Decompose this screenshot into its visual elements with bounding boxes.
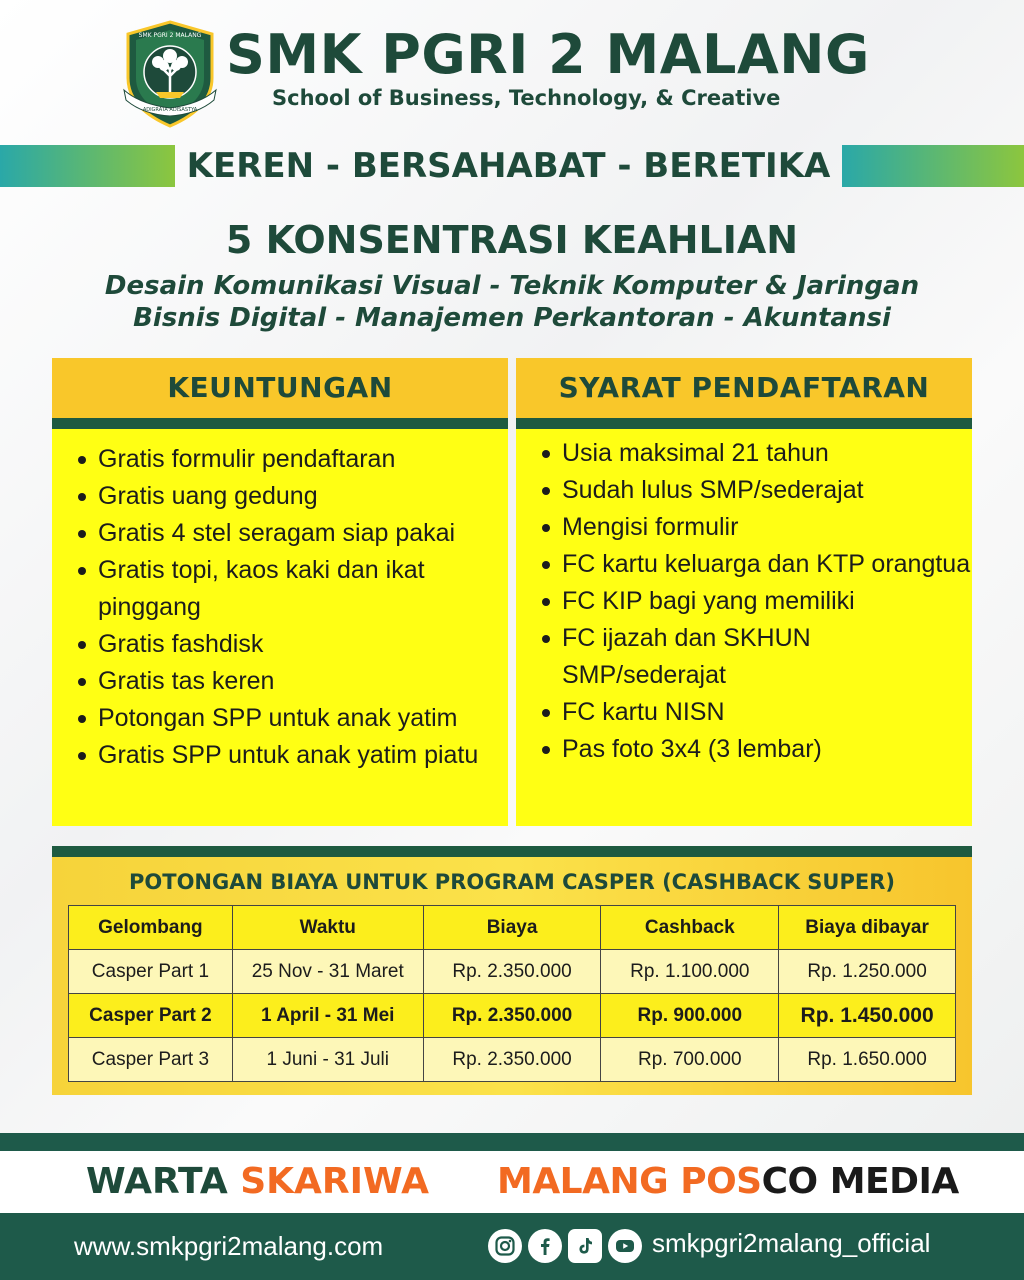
tiktok-icon[interactable]: [568, 1229, 602, 1263]
table-cell: 25 Nov - 31 Maret: [232, 950, 423, 994]
list-item: Gratis uang gedung: [74, 478, 508, 515]
table-cell: Rp. 1.250.000: [779, 950, 956, 994]
footer-top-band: [0, 1133, 1024, 1151]
motto: KEREN - BERSAHABAT - BERETIKA: [186, 146, 831, 186]
table-cell: Rp. 700.000: [601, 1038, 779, 1082]
facebook-icon[interactable]: [528, 1229, 562, 1263]
table-cell: 1 April - 31 Mei: [232, 994, 423, 1038]
keuntungan-stripe: [52, 418, 508, 429]
list-item: FC KIP bagi yang memiliki: [538, 583, 972, 620]
school-logo: [120, 20, 220, 128]
table-cell: Casper Part 1: [69, 950, 233, 994]
konsentrasi-title: 5 KONSENTRASI KEAHLIAN: [225, 218, 799, 262]
list-item: Mengisi formulir: [538, 509, 972, 546]
casper-title: POTONGAN BIAYA UNTUK PROGRAM CASPER (CASHBACK SUPER): [129, 870, 895, 894]
table-cell: Rp. 1.450.000: [779, 994, 956, 1038]
media-text: MALANG POS: [497, 1161, 762, 1202]
casper-stripe: [52, 846, 972, 857]
syarat-panel: [516, 358, 972, 826]
list-item: Pas foto 3x4 (3 lembar): [538, 731, 972, 768]
table-header: Biaya dibayar: [779, 906, 956, 950]
table-cell: Rp. 2.350.000: [423, 994, 601, 1038]
syarat-title: SYARAT PENDAFTARAN: [516, 358, 972, 418]
list-item: FC ijazah dan SKHUN SMP/sederajat: [538, 620, 972, 694]
website-link[interactable]: www.smkpgri2malang.com: [74, 1231, 384, 1261]
keuntungan-list: [52, 429, 508, 774]
syarat-stripe: [516, 418, 972, 429]
youtube-icon[interactable]: [608, 1229, 642, 1263]
table-header: Biaya: [423, 906, 601, 950]
table-cell: Rp. 1.650.000: [779, 1038, 956, 1082]
media-text: MEDIA: [817, 1161, 959, 1202]
table-cell: Rp. 2.350.000: [423, 950, 601, 994]
table-header: Cashback: [601, 906, 779, 950]
list-item: Gratis 4 stel seragam siap pakai: [74, 515, 508, 552]
table-header-row: [69, 906, 956, 950]
syarat-list: [516, 429, 972, 768]
media-text: WARTA: [86, 1161, 241, 1202]
table-header: Gelombang: [69, 906, 233, 950]
table-cell: 1 Juni - 31 Juli: [232, 1038, 423, 1082]
casper-table: [68, 905, 956, 1082]
table-cell: Rp. 2.350.000: [423, 1038, 601, 1082]
program-line-2: Bisnis Digital - Manajemen Perkantoran - Akuntansi: [133, 303, 891, 333]
gradient-bar-left: [0, 145, 175, 187]
keuntungan-panel: [52, 358, 508, 826]
svg-text:ADIGRATA ADISASTYA: ADIGRATA ADISASTYA: [142, 107, 198, 113]
table-cell: Rp. 1.100.000: [601, 950, 779, 994]
list-item: Gratis topi, kaos kaki dan ikat pinggang: [74, 552, 508, 626]
list-item: Gratis SPP untuk anak yatim piatu: [74, 737, 508, 774]
table-header: Waktu: [232, 906, 423, 950]
table-row-highlighted: [69, 994, 956, 1038]
table-cell: Rp. 900.000: [601, 994, 779, 1038]
list-item: Usia maksimal 21 tahun: [538, 435, 972, 472]
school-subtitle: School of Business, Technology, & Creative: [272, 86, 781, 110]
list-item: Sudah lulus SMP/sederajat: [538, 472, 972, 509]
svg-text:SMK PGRI 2 MALANG: SMK PGRI 2 MALANG: [138, 32, 202, 39]
school-name: SMK PGRI 2 MALANG: [226, 23, 870, 86]
list-item: Potongan SPP untuk anak yatim: [74, 700, 508, 737]
table-row: [69, 1038, 956, 1082]
program-line-1: Desain Komunikasi Visual - Teknik Komputer & Jaringan: [104, 271, 920, 301]
list-item: Gratis tas keren: [74, 663, 508, 700]
list-item: FC kartu keluarga dan KTP orangtua: [538, 546, 972, 583]
table-row: [69, 950, 956, 994]
keuntungan-title: KEUNTUNGAN: [52, 358, 508, 418]
media-text: CO: [761, 1161, 818, 1202]
media-logo-malang-posco: [497, 1158, 959, 1206]
table-cell: Casper Part 2: [69, 994, 233, 1038]
list-item: Gratis formulir pendaftaran: [74, 441, 508, 478]
media-text: SKARIWA: [240, 1161, 429, 1202]
list-item: FC kartu NISN: [538, 694, 972, 731]
list-item: Gratis fashdisk: [74, 626, 508, 663]
social-icons: [488, 1226, 642, 1266]
social-handle[interactable]: smkpgri2malang_official: [652, 1228, 931, 1258]
table-cell: Casper Part 3: [69, 1038, 233, 1082]
media-logo-warta-skariwa: [86, 1158, 429, 1206]
gradient-bar-right: [842, 145, 1024, 187]
instagram-icon[interactable]: [488, 1229, 522, 1263]
